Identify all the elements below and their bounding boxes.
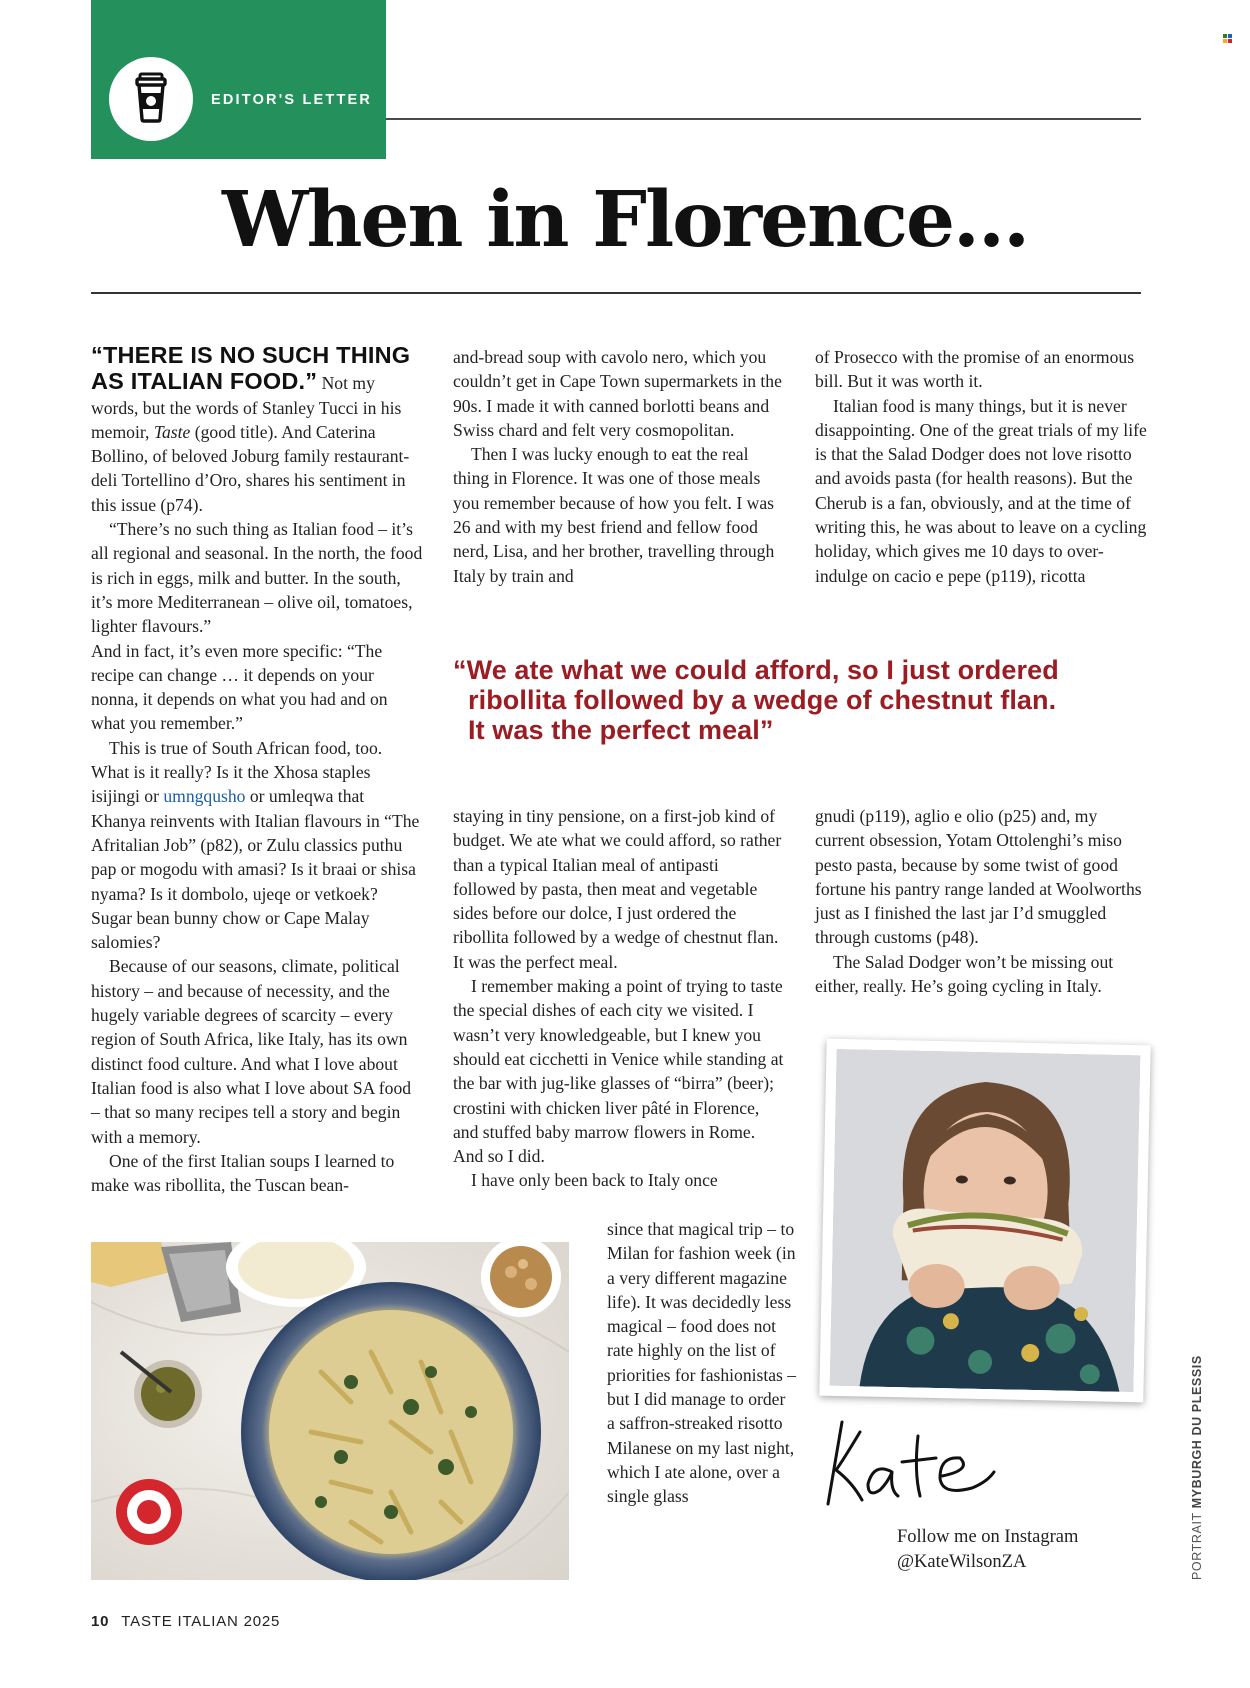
- credit-name: MYBURGH DU PLESSIS: [1190, 1355, 1204, 1509]
- paragraph: “There’s no such thing as Italian food – it’s all regional and seasonal. In the north, the food is rich in eggs, milk and butter. In the south, it’s more Mediterranean – olive oil, tomatoes, lighter flavours.”: [91, 519, 423, 637]
- paragraph: [91, 736, 423, 955]
- publication-name: TASTE ITALIAN 2025: [121, 1613, 281, 1630]
- paragraph: and-bread soup with cavolo nero, which you couldn’t get in Cape Town supermarkets in the 90s. I made it with canned borlotti beans and Swiss chard and felt very cosmopolitan.: [453, 347, 782, 440]
- paragraph: I have only been back to Italy once: [471, 1170, 718, 1191]
- portrait-photo: [819, 1039, 1150, 1403]
- column-right-top: [815, 345, 1150, 588]
- pull-quote: [453, 655, 1153, 745]
- column-middle-top: [453, 345, 785, 588]
- coffee-cup-icon: [109, 57, 193, 141]
- title-rule: [91, 292, 1141, 294]
- credit-label: PORTRAIT: [1190, 1512, 1204, 1580]
- paragraph: of Prosecco with the promise of an enormous bill. But it was worth it.: [815, 347, 1135, 392]
- text-run: or umleqwa that Khanya reinvents with Italian flavours in “The Afritalian Job” (p82), or Zulu classics puthu pap or mogodu with amasi? Is it braai or shisa nyama? Is it dombolo, ujeqe or vetkoek? Sugar bean bunny chow or Cape Malay salomies?: [91, 786, 420, 953]
- paragraph: The Salad Dodger won’t be missing out either, really. He’s going cycling in Italy.: [815, 951, 1114, 997]
- instagram-handle[interactable]: @KateWilsonZA: [897, 1552, 1027, 1572]
- pull-quote-line: ribollita followed by a wedge of chestnut flan.: [468, 685, 1057, 715]
- instagram-follow: [897, 1525, 1078, 1575]
- column-left: [91, 343, 423, 1197]
- signature: [822, 1412, 1002, 1512]
- page-footer: [91, 1613, 280, 1630]
- pull-quote-line: It was the perfect meal”: [468, 715, 774, 745]
- section-label: EDITOR'S LETTER: [211, 92, 373, 108]
- pull-quote-line: “We ate what we could afford, so I just ordered: [453, 655, 1059, 685]
- text-run: This is true of South African food, too. What is it really? Is it the Xhosa staples isijingi or: [91, 737, 383, 807]
- paragraph: Italian food is many things, but it is never disappointing. One of the great trials of my life is that the Salad Dodger does not love risotto and avoids pasta (for health reasons). But the Cherub is a fan, obviously, and at the time of writing this, he was about to leave on a cycling holiday, which gives me 10 days to over-indulge on cacio e pepe (p119), ricotta: [815, 395, 1147, 586]
- lead-quote: “THERE IS NO SUCH THING AS ITALIAN FOOD.”: [91, 342, 411, 395]
- pasta-photo: [91, 1242, 569, 1580]
- paragraph: gnudi (p119), aglio e olio (p25) and, my current obsession, Yotam Ottolenghi’s miso pesto pasta, because by some twist of good fortune his pantry range landed at Woolworths just as I finished the last jar I’d smuggled through customs (p48).: [815, 806, 1142, 948]
- page-title: When in Florence…: [222, 175, 1028, 265]
- photo-credit: [1190, 1355, 1204, 1580]
- intro-text-cont: (good title). And Caterina Bollino, of beloved Joburg family restaurant-deli Tortellino d’Oro, shares his sentiment in this issue (p74).: [91, 421, 410, 515]
- book-title: Taste: [153, 421, 191, 442]
- paragraph: staying in tiny pensione, on a first-job kind of budget. We ate what we could afford, so rather than a typical Italian meal of antipasti followed by pasta, then meat and vegetable sides before our dolce, I just ordered the ribollita followed by a wedge of chestnut flan. It was the perfect meal.: [453, 806, 782, 972]
- color-mark-icon: [1223, 34, 1232, 43]
- paragraph: Then I was lucky enough to eat the real thing in Florence. It was one of those meals you remember because of how you felt. I was 26 and with my best friend and fellow food nerd, Lisa, and her brother, travelling through Italy by train and: [453, 444, 775, 586]
- paragraph: Because of our seasons, climate, political history – and because of necessity, and the hugely variable degrees of scarcity – every region of South Africa, like Italy, has its own distinct food culture. And what I love about Italian food is also what I love about SA food – that so many recipes tell a story and begin with a memory.: [91, 956, 412, 1147]
- paragraph: since that magical trip – to Milan for fashion week (in a very different magazine life). It was decidedly less magical – food does not rate highly on the list of priorities for fashionistas – but I did manage to order a saffron-streaked risotto Milanese on my last night, which I ate alone, over a single glass: [607, 1219, 797, 1507]
- column-right-bottom: [815, 804, 1150, 998]
- paragraph: And in fact, it’s even more specific: “The recipe can change … it depends on your nonna, it depends on what you had and on what you remember.”: [91, 640, 388, 734]
- header-rule: [386, 118, 1141, 120]
- umngqusho-link[interactable]: umngqusho: [163, 786, 246, 807]
- intro-text: Not my words, but the words of Stanley Tucci in his memoir,: [91, 373, 402, 442]
- paragraph: One of the first Italian soups I learned to make was ribollita, the Tuscan bean-: [91, 1150, 395, 1196]
- column-middle-narrow: [607, 1217, 797, 1509]
- follow-label: Follow me on Instagram: [897, 1527, 1079, 1547]
- section-icon-badge: [109, 57, 193, 141]
- paragraph: I remember making a point of trying to taste the special dishes of each city we visited. I wasn’t very knowledgeable, but I knew you should eat cicchetti in Venice while standing at the bar with jug-like glasses of “birra” (beer); crostini with chicken liver pâté in Florence, and stuffed baby marrow flowers in Rome. And so I did.: [453, 976, 784, 1167]
- intro-paragraph: [91, 343, 423, 517]
- column-middle-bottom: [453, 804, 785, 1193]
- page-number: 10: [91, 1613, 110, 1630]
